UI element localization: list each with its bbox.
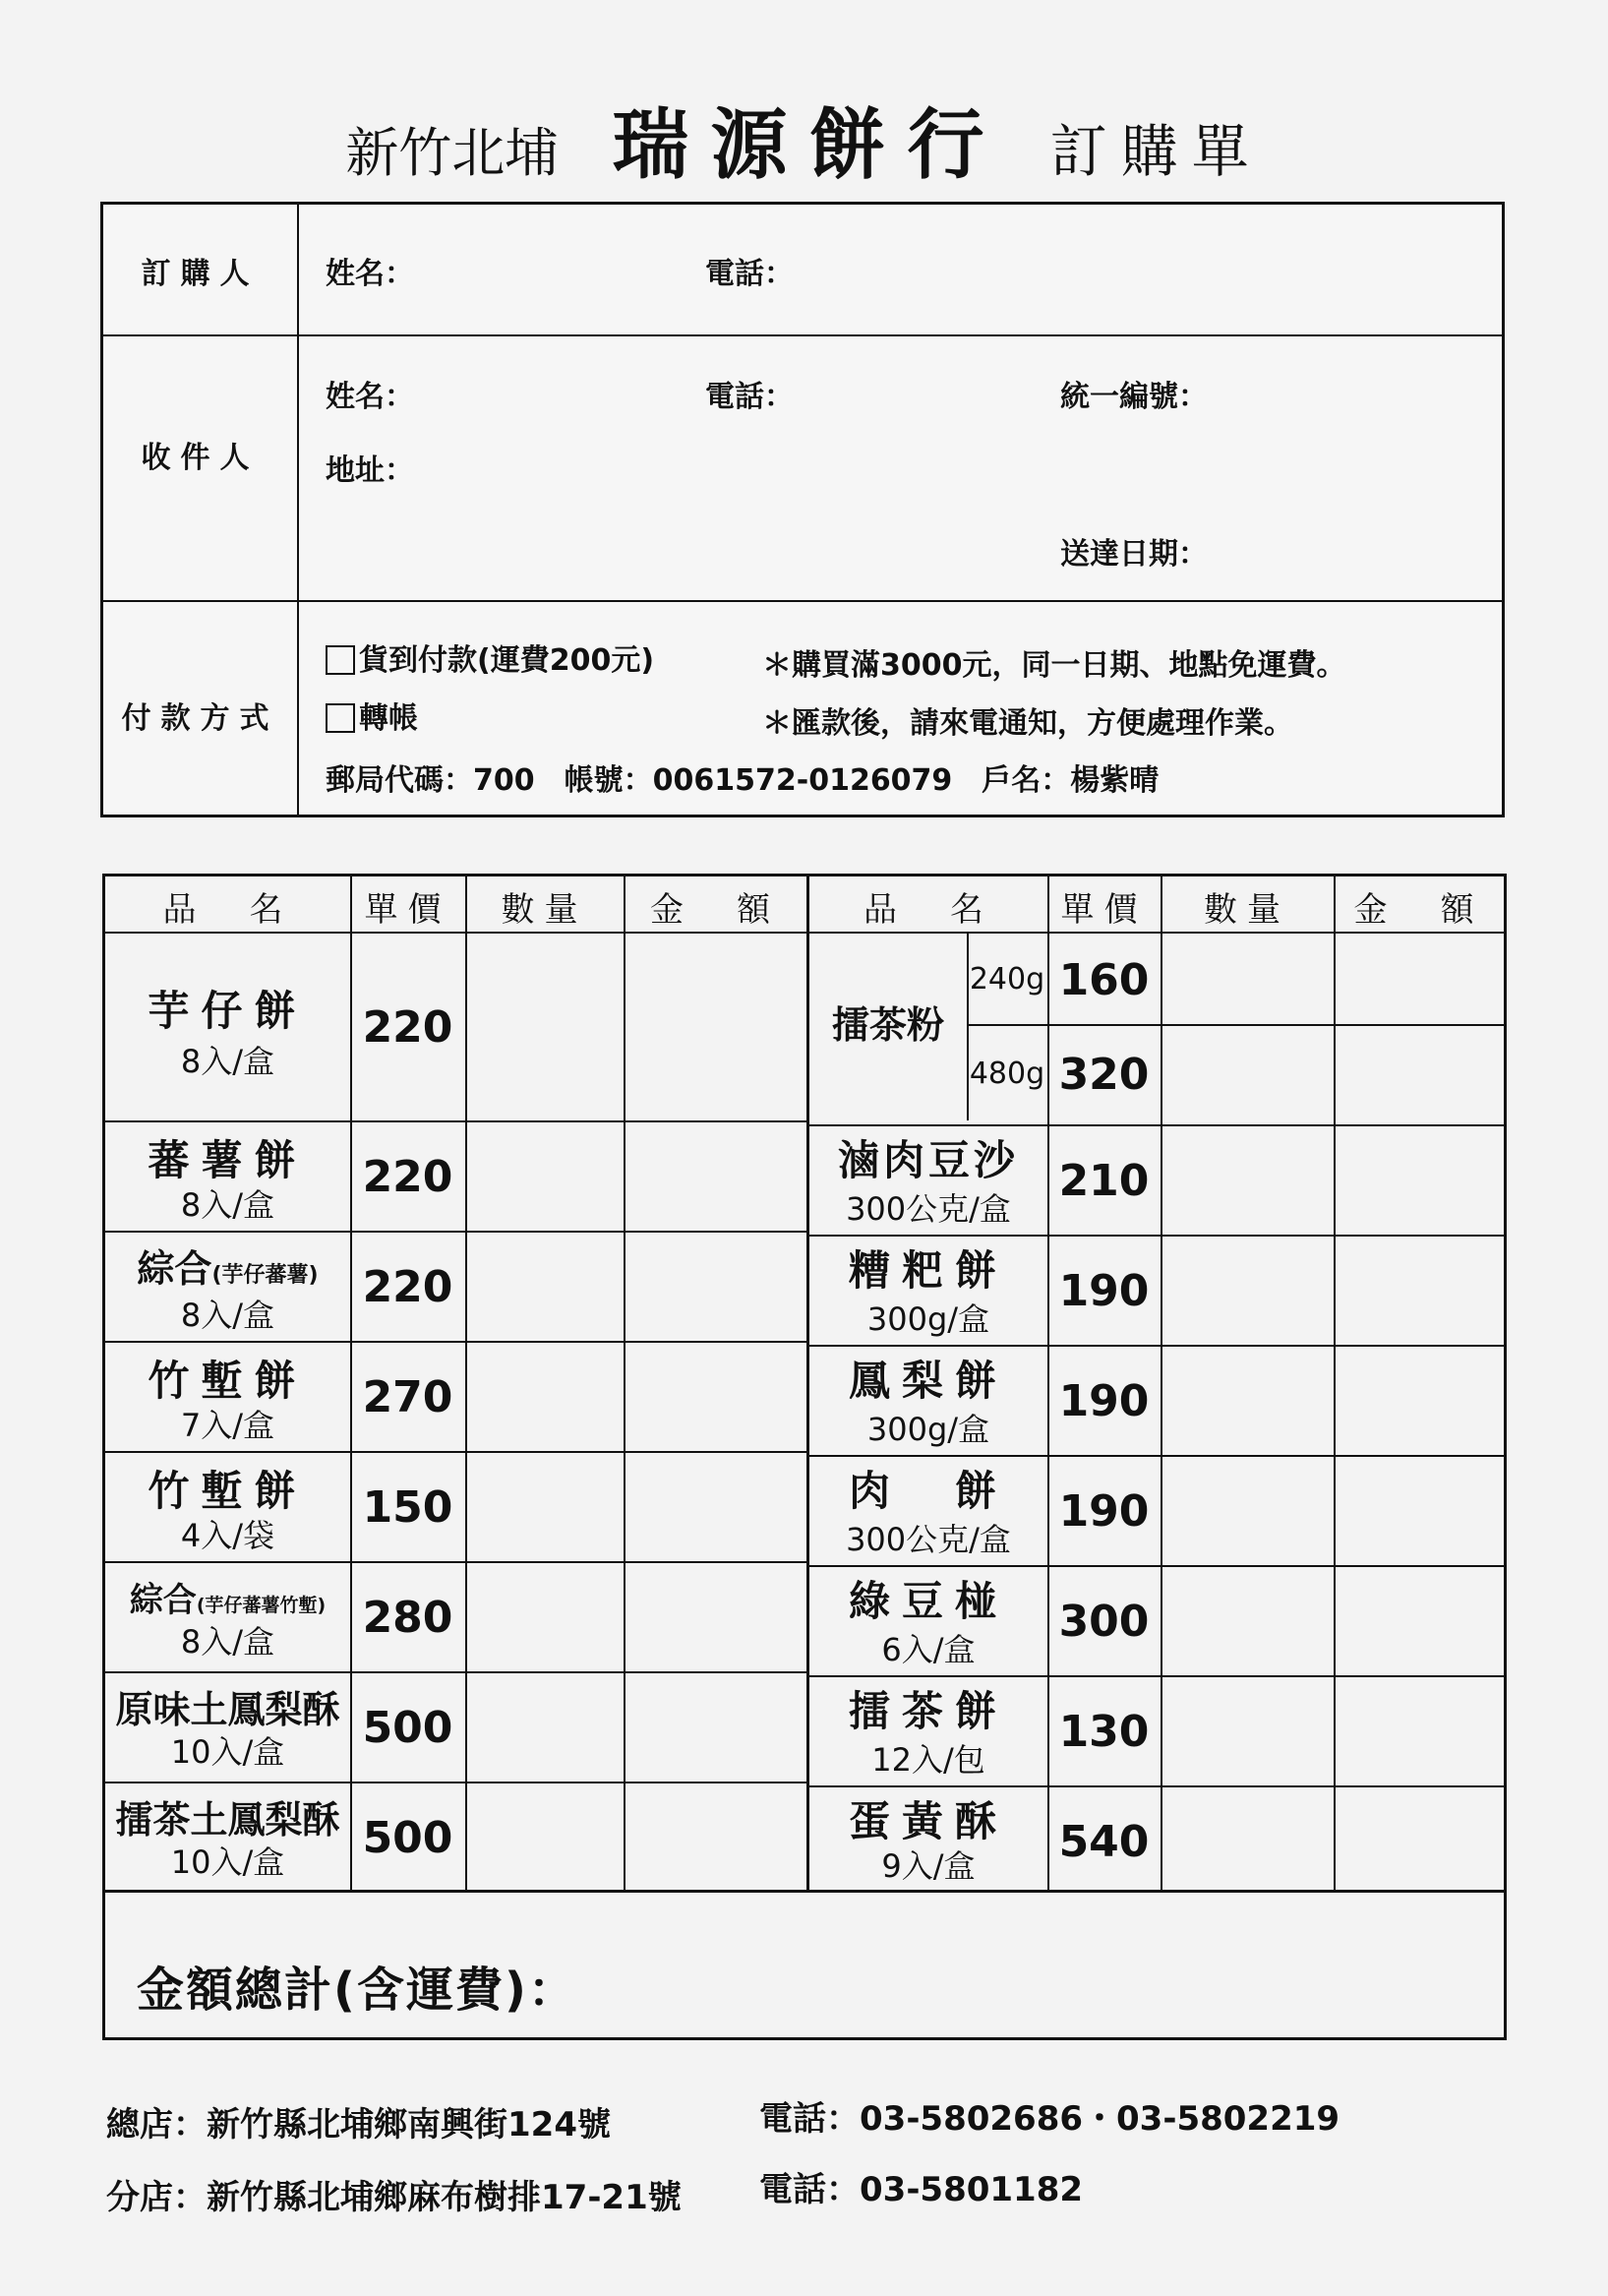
payment-label: 付款方式: [121, 701, 279, 736]
product-name: 糟粑餅: [848, 1246, 1008, 1295]
product-name: 滷肉豆沙: [837, 1136, 1019, 1184]
product-price: 270: [362, 1372, 453, 1422]
product-order-table: [102, 874, 1507, 2040]
product-pack: 300公克/盒: [846, 1190, 1011, 1228]
product-pack: 10入/盒: [170, 1733, 285, 1771]
header-amount-left: 金 額: [650, 890, 780, 930]
product-name: 肉 餅: [848, 1467, 1008, 1515]
branch-store-phone: 電話：03-5801182: [759, 2170, 1084, 2209]
recipient-label: 收件人: [141, 441, 260, 475]
branch-store-address: 分店：新竹縣北埔鄉麻布樹排17-21號: [106, 2178, 682, 2217]
orderer-name-field[interactable]: 姓名：: [326, 257, 414, 291]
shop-name: 瑞源餅行: [612, 101, 1006, 190]
product-name: 竹塹餅: [148, 1467, 308, 1515]
header-name-right: 品 名: [864, 890, 993, 930]
main-store-phone: 電話：03-5802686・03-5802219: [759, 2099, 1340, 2139]
leicha-weight-480: 480g: [969, 1057, 1045, 1091]
product-name: 芋仔餅: [148, 987, 308, 1035]
product-name: 綜合(芋仔蕃薯): [137, 1247, 319, 1291]
product-price: 500: [362, 1703, 453, 1753]
tax-id-field[interactable]: 統一編號：: [1060, 380, 1208, 414]
product-pack: 8入/盒: [180, 1297, 275, 1334]
leicha-price-240: 160: [1058, 955, 1150, 1005]
cod-checkbox[interactable]: [326, 645, 355, 675]
product-pack: 7入/盒: [180, 1407, 275, 1444]
product-pack: 12入/包: [871, 1741, 985, 1779]
product-price: 300: [1058, 1597, 1150, 1647]
product-price: 190: [1058, 1266, 1150, 1316]
product-name: 擂茶餅: [848, 1687, 1008, 1735]
product-price: 220: [362, 1262, 453, 1312]
recipient-address-field[interactable]: 地址：: [326, 453, 414, 488]
main-store-address: 總店：新竹縣北埔鄉南興街124號: [106, 2105, 611, 2145]
product-pack: 300g/盒: [866, 1411, 990, 1448]
customer-info-section: [100, 202, 1505, 817]
header-name-left: 品 名: [162, 890, 293, 930]
product-pack: 6入/盒: [881, 1631, 976, 1668]
product-name: 綜合(芋仔蕃薯竹塹): [129, 1581, 327, 1620]
product-price: 150: [362, 1482, 453, 1533]
header-price-left: 單價: [364, 890, 451, 930]
product-price: 190: [1058, 1486, 1150, 1537]
product-name: 擂茶土鳳梨酥: [115, 1798, 340, 1842]
product-pack: 300公克/盒: [846, 1521, 1011, 1558]
product-price: 280: [362, 1593, 453, 1643]
bank-info: 郵局代碼：700 帳號：0061572-0126079 戶名：楊紫晴: [326, 763, 1160, 798]
transfer-checkbox[interactable]: [326, 703, 355, 733]
header-qty-left: 數量: [501, 890, 588, 930]
leicha-weight-240: 240g: [969, 962, 1045, 997]
product-price: 210: [1058, 1156, 1150, 1206]
product-pack: 300g/盒: [866, 1300, 990, 1338]
total-label: 金額總計(含運費)：: [137, 1963, 577, 2018]
leicha-powder-name: 擂茶粉: [831, 1003, 944, 1047]
orderer-phone-field[interactable]: 電話：: [705, 257, 794, 291]
total-row[interactable]: [105, 1893, 1504, 2037]
product-name: 蛋黃酥: [848, 1797, 1008, 1845]
product-pack: 4入/袋: [180, 1517, 275, 1554]
product-name: 竹塹餅: [148, 1357, 308, 1405]
product-pack: 10入/盒: [170, 1843, 285, 1881]
cod-option[interactable]: 貨到付款(運費200元): [326, 635, 654, 679]
leicha-price-480: 320: [1058, 1050, 1150, 1100]
product-price: 540: [1058, 1817, 1150, 1867]
product-price: 500: [362, 1813, 453, 1863]
product-pack: 8入/盒: [180, 1623, 275, 1661]
location-text: 新竹北埔: [345, 122, 559, 184]
delivery-date-field[interactable]: 送達日期：: [1060, 537, 1208, 572]
header-amount-right: 金 額: [1353, 890, 1484, 930]
product-pack: 8入/盒: [180, 1043, 275, 1080]
product-price: 220: [362, 1152, 453, 1202]
recipient-phone-field[interactable]: 電話：: [705, 380, 794, 414]
doc-title: 訂購單: [1049, 118, 1263, 185]
free-shipping-note: ＊購買滿3000元，同一日期、地點免運費。: [762, 648, 1346, 683]
product-name: 鳳梨餅: [848, 1357, 1008, 1405]
header-price-right: 單價: [1060, 890, 1148, 930]
product-pack: 8入/盒: [180, 1186, 275, 1224]
product-name: 綠豆椪: [848, 1577, 1008, 1625]
product-price: 130: [1058, 1707, 1150, 1757]
orderer-label: 訂購人: [141, 257, 260, 291]
product-name: 蕃薯餅: [148, 1136, 308, 1184]
product-name: 原味土鳳梨酥: [115, 1688, 340, 1731]
product-price: 190: [1058, 1376, 1150, 1426]
page-title: [0, 84, 1608, 194]
header-qty-right: 數量: [1204, 890, 1290, 930]
product-price: 220: [362, 1002, 453, 1053]
recipient-name-field[interactable]: 姓名：: [326, 380, 414, 414]
transfer-option[interactable]: 轉帳: [326, 694, 418, 737]
product-pack: 9入/盒: [881, 1847, 976, 1885]
notify-note: ＊匯款後，請來電通知，方便處理作業。: [762, 706, 1293, 741]
